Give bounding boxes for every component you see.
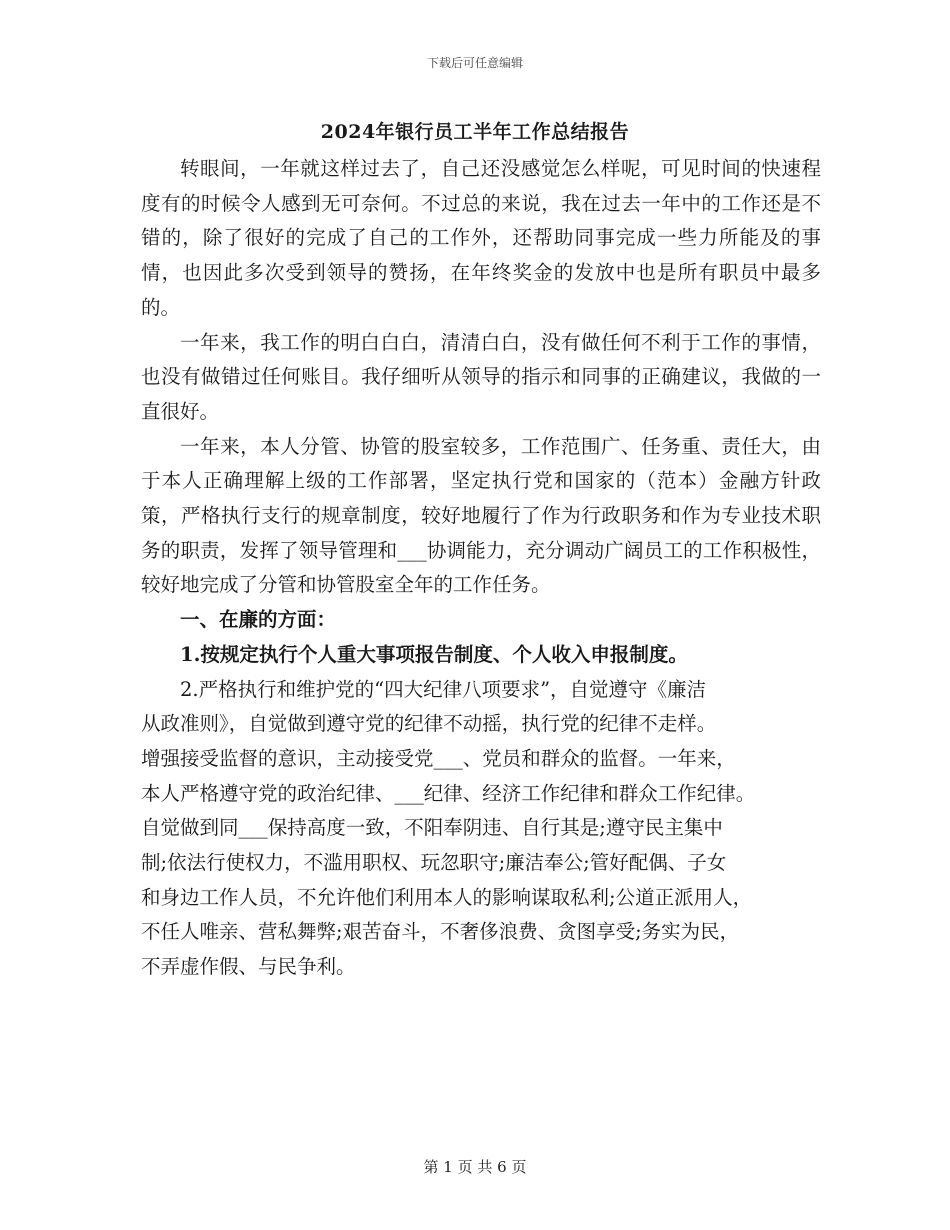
page-footer: 第 1 页 共 6 页	[423, 1158, 527, 1176]
list-item-2-line: 和身边工作人员，不允许他们利用本人的影响谋取私利;公道正派用人，	[141, 885, 753, 909]
section-heading: 一、在廉的方面：	[180, 608, 337, 632]
header-note: 下载后可任意编辑	[426, 56, 523, 70]
list-item-2-line: 不弄虚作假、与民争利。	[141, 955, 356, 979]
list-item-2	[141, 673, 821, 985]
list-item-2-line: 从政准则》，自觉做到遵守党的纪律不动摇，执行党的纪律不走样。	[141, 712, 717, 736]
paragraph-1: 转眼间，一年就这样过去了，自己还没感觉怎么样呢，可见时间的快速程度有的时候令人感到无可奈何。不过总的来说，我在过去一年中的工作还是不错的，除了很好的完成了自己的工作外，还帮助同事完成一些力所能及的事情，也因此多次受到领导的赞扬，在年终奖金的发放中也是所有职员中最多的。	[141, 157, 821, 319]
paragraph-2: 一年来，我工作的明白白白，清清白白，没有做任何不利于工作的事情，也没有做错过任何账目。我仔细听从领导的指示和同事的正确建议，我做的一直很好。	[141, 330, 821, 423]
list-item-2-line: 2.严格执行和维护党的“四大纪律八项要求”，自觉遵守《廉洁	[180, 677, 707, 701]
list-item-2-line: 制;依法行使权力，不滥用职权、玩忽职守;廉洁奉公;管好配偶、子女	[141, 851, 727, 875]
list-item-2-line: 增强接受监督的意识，主动接受党___、党员和群众的监督。一年来，	[141, 746, 736, 770]
list-item-1: 1.按规定执行个人重大事项报告制度、个人收入申报制度。	[180, 642, 688, 666]
document-title: 2024年银行员工半年工作总结报告	[320, 121, 630, 143]
list-item-2-line: 自觉做到同___保持高度一致，不阳奉阴违、自行其是;遵守民主集中	[141, 816, 723, 840]
paragraph-3: 一年来，本人分管、协管的股室较多，工作范围广、任务重、责任大，由于本人正确理解上级的工作部署，坚定执行党和国家的（范本）金融方针政策，严格执行支行的规章制度，较好地履行了作为行政职务和作为专业技术职务的职责，发挥了领导管理和___协调能力，充分调动广阔员工的工作积极性，较好地完成了分管和协管股室全年的工作任务。	[141, 434, 821, 597]
document-body	[141, 152, 821, 985]
list-item-2-line: 不任人唯亲、营私舞弊;艰苦奋斗，不奢侈浪费、贪图享受;务实为民，	[141, 920, 740, 944]
list-item-2-line: 本人严格遵守党的政治纪律、___纪律、经济工作纪律和群众工作纪律。	[141, 781, 756, 805]
